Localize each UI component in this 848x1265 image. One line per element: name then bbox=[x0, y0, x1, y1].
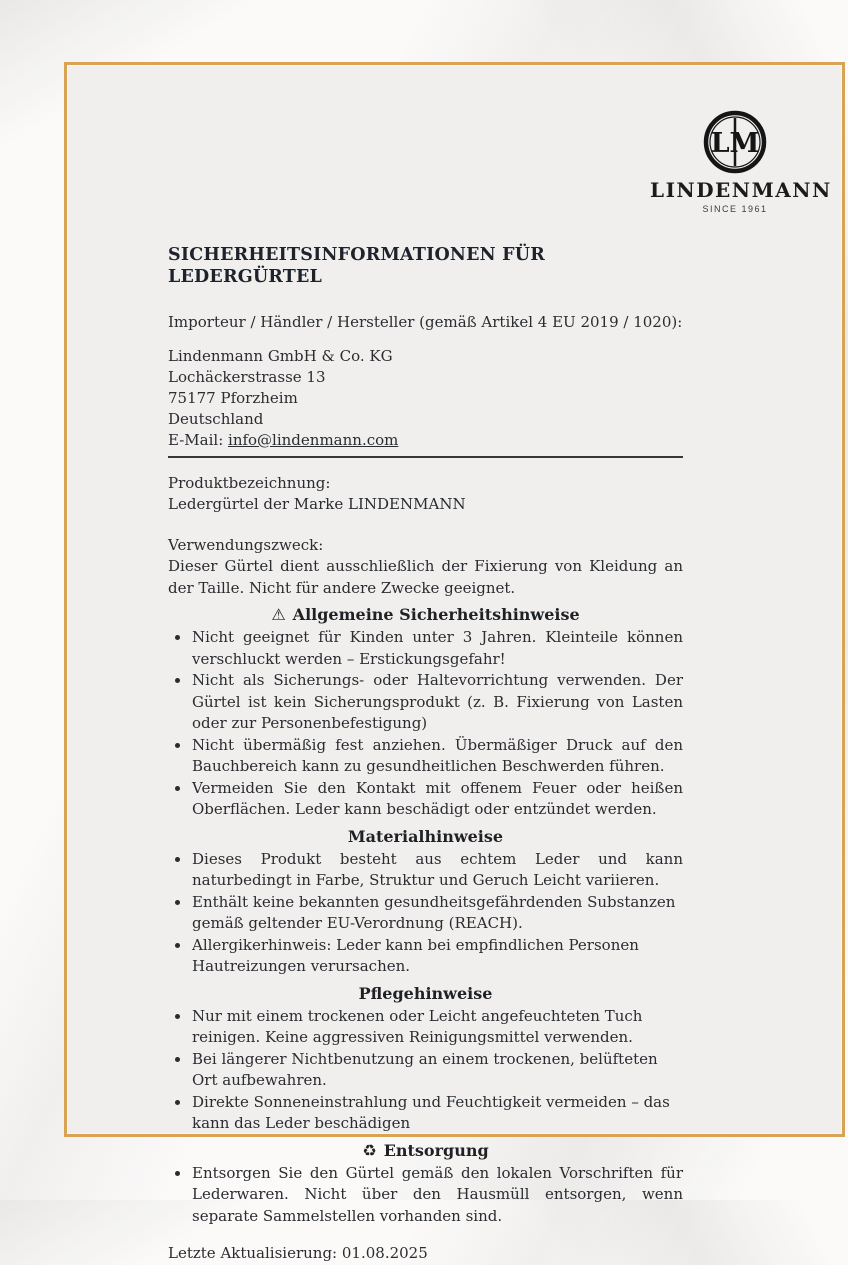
address-line-company: Lindenmann GmbH & Co. KG bbox=[168, 346, 393, 365]
address-line-street: Lochäckerstrasse 13 bbox=[168, 367, 326, 386]
section-heading bbox=[168, 1141, 683, 1161]
page-title: SICHERHEITSINFORMATIONEN FÜR LEDERGÜRTEL bbox=[168, 245, 545, 287]
product-label: Produktbezeichnung: bbox=[168, 473, 331, 492]
brand-logo bbox=[650, 109, 832, 214]
bullet-list bbox=[168, 627, 683, 821]
bullet-item: • Allergikerhinweis: Leder kann bei empfindlichen Personen Hautreizungen verursachen. bbox=[191, 935, 683, 978]
email-label: E-Mail: bbox=[168, 430, 229, 449]
usage-text: Dieser Gürtel dient ausschließlich der Fixierung von Kleidung an der Taille. Nicht für andere Zwecke geeignet. bbox=[168, 557, 683, 597]
bullet-item: • Nicht geeignet für Kinden unter 3 Jahren. Kleinteile können verschluckt werden – Erstickungsgefahr! bbox=[191, 627, 683, 670]
info-sections bbox=[168, 605, 683, 1227]
address-line-country: Deutschland bbox=[168, 409, 264, 428]
brand-tagline: SINCE 1961 bbox=[702, 204, 768, 214]
section-heading bbox=[168, 984, 683, 1004]
recycle-icon: ♻ bbox=[362, 1140, 377, 1160]
bullet-item: • Entsorgen Sie den Gürtel gemäß den lokalen Vorschriften für Lederwaren. Nicht über den Hausmüll entsorgen, wenn separate Sammelstellen vorhanden sind. bbox=[191, 1163, 683, 1228]
bullet-list bbox=[168, 849, 683, 978]
email-link[interactable]: info@lindenmann.com bbox=[228, 430, 399, 449]
bullet-item: • Vermeiden Sie den Kontakt mit offenem Feuer oder heißen Oberflächen. Leder kann beschädigt oder entzündet werden. bbox=[191, 778, 683, 821]
info-section bbox=[168, 984, 683, 1135]
address-block bbox=[168, 346, 683, 451]
importer-label: Importeur / Händler / Hersteller (gemäß Artikel 4 EU 2019 / 1020): bbox=[168, 313, 683, 331]
section-title: Materialhinweise bbox=[347, 826, 504, 846]
bullet-item: • Nicht übermäßig fest anziehen. Übermäßiger Druck auf den Bauchbereich kann zu gesundheitlichen Beschwerden führen. bbox=[191, 735, 683, 778]
bullet-list bbox=[168, 1006, 683, 1135]
document-content bbox=[168, 244, 683, 1265]
section-title: Pflegehinweise bbox=[358, 983, 493, 1003]
product-value: Ledergürtel der Marke LINDENMANN bbox=[168, 495, 466, 513]
usage-label: Verwendungszweck: bbox=[168, 535, 324, 554]
info-section bbox=[168, 605, 683, 821]
info-section bbox=[168, 1141, 683, 1228]
bullet-item: • Bei längerer Nichtbenutzung an einem trockenen, belüfteten Ort aufbewahren. bbox=[191, 1049, 683, 1092]
section-divider bbox=[168, 456, 683, 458]
info-section bbox=[168, 827, 683, 978]
section-title: Entsorgung bbox=[383, 1140, 489, 1160]
bullet-item: • Direkte Sonneneinstrahlung und Feuchtigkeit vermeiden – das kann das Leder beschädigen bbox=[191, 1092, 683, 1135]
section-heading bbox=[168, 605, 683, 625]
email-line bbox=[168, 430, 683, 451]
section-heading bbox=[168, 827, 683, 847]
brand-monogram-icon bbox=[702, 109, 768, 175]
warning-icon: ⚠ bbox=[271, 605, 286, 624]
last-updated: Letzte Aktualisierung: 01.08.2025 bbox=[168, 1244, 428, 1262]
address-line-city: 75177 Pforzheim bbox=[168, 388, 298, 407]
bullet-item: • Nur mit einem trockenen oder Leicht angefeuchteten Tuch reinigen. Keine aggressiven Reinigungsmittel verwenden. bbox=[191, 1006, 683, 1049]
svg-text:LM: LM bbox=[710, 128, 760, 159]
document-page bbox=[64, 62, 845, 1262]
brand-name: LINDENMANN bbox=[650, 178, 832, 202]
bullet-item: • Dieses Produkt besteht aus echtem Leder und kann naturbedingt in Farbe, Struktur und Geruch Leicht variieren. bbox=[191, 849, 683, 892]
bullet-list bbox=[168, 1163, 683, 1228]
section-title: Allgemeine Sicherheitshinweise bbox=[292, 605, 580, 624]
bullet-item: • Nicht als Sicherungs- oder Haltevorrichtung verwenden. Der Gürtel ist kein Sicherungsprodukt (z. B. Fixierung von Lasten oder zur Personenbefestigung) bbox=[191, 670, 683, 735]
bullet-item: • Enthält keine bekannten gesundheitsgefährdenden Substanzen gemäß geltender EU-Verordnung (REACH). bbox=[191, 892, 683, 935]
